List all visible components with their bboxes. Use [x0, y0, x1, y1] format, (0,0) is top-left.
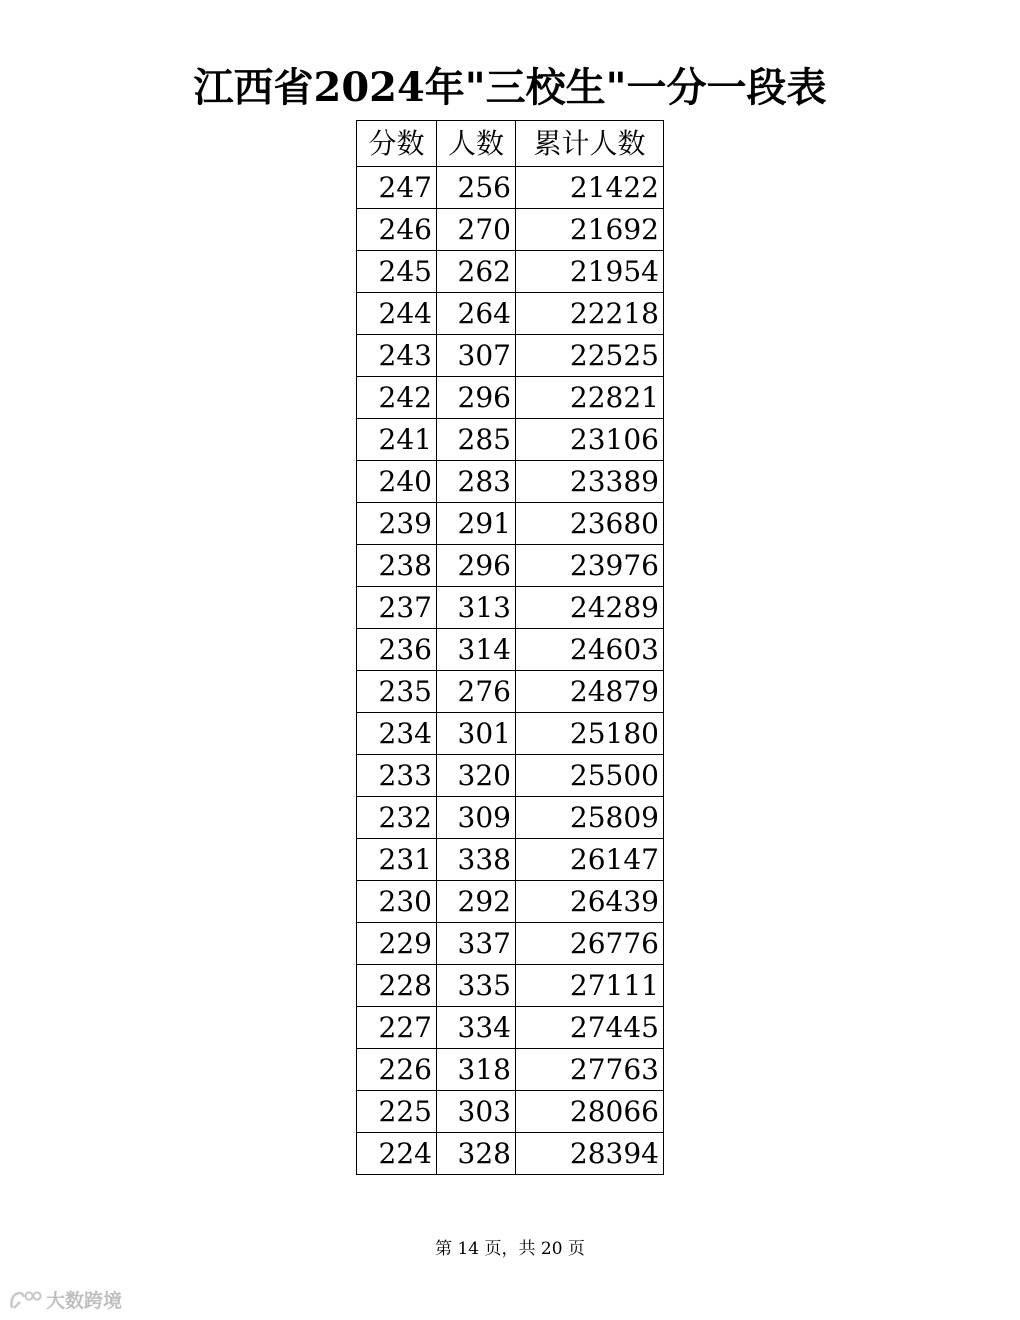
cell-count: 264: [437, 293, 516, 335]
table-row: [357, 1049, 664, 1091]
cell-cumulative: 28394: [516, 1133, 664, 1175]
cell-count: 318: [437, 1049, 516, 1091]
cell-score: 226: [357, 1049, 437, 1091]
cell-score: 242: [357, 377, 437, 419]
cell-cumulative: 28066: [516, 1091, 664, 1133]
table-row: [357, 839, 664, 881]
cell-count: 313: [437, 587, 516, 629]
table-header-row: [357, 121, 664, 167]
cell-count: 296: [437, 545, 516, 587]
cell-score: 224: [357, 1133, 437, 1175]
table-row: [357, 797, 664, 839]
table-row: [357, 587, 664, 629]
header-score: 分数: [357, 121, 437, 167]
cell-cumulative: 22821: [516, 377, 664, 419]
table-body: [357, 167, 664, 1175]
cell-count: 334: [437, 1007, 516, 1049]
cell-count: 309: [437, 797, 516, 839]
cell-cumulative: 27763: [516, 1049, 664, 1091]
cell-cumulative: 22218: [516, 293, 664, 335]
cell-cumulative: 23106: [516, 419, 664, 461]
cell-score: 234: [357, 713, 437, 755]
cell-cumulative: 21954: [516, 251, 664, 293]
cell-count: 276: [437, 671, 516, 713]
page-title: 江西省2024年"三校生"一分一段表: [193, 64, 827, 111]
table-row: [357, 629, 664, 671]
cell-cumulative: 24879: [516, 671, 664, 713]
table-row: [357, 1133, 664, 1175]
cell-score: 225: [357, 1091, 437, 1133]
cell-cumulative: 24603: [516, 629, 664, 671]
cell-cumulative: 23680: [516, 503, 664, 545]
score-distribution-table: [356, 120, 664, 1175]
cell-count: 296: [437, 377, 516, 419]
cell-count: 303: [437, 1091, 516, 1133]
cell-cumulative: 25500: [516, 755, 664, 797]
cell-score: 244: [357, 293, 437, 335]
cell-score: 237: [357, 587, 437, 629]
table-row: [357, 209, 664, 251]
table-row: [357, 335, 664, 377]
table-row: [357, 671, 664, 713]
cell-score: 241: [357, 419, 437, 461]
table-row: [357, 713, 664, 755]
watermark-logo-icon: [8, 1288, 42, 1312]
table-row: [357, 503, 664, 545]
table-row: [357, 965, 664, 1007]
cell-count: 292: [437, 881, 516, 923]
cell-score: 247: [357, 167, 437, 209]
table-row: [357, 377, 664, 419]
table-row: [357, 461, 664, 503]
cell-score: 233: [357, 755, 437, 797]
page-footer: 第 14 页，共 20 页: [435, 1239, 585, 1259]
cell-score: 227: [357, 1007, 437, 1049]
cell-cumulative: 21692: [516, 209, 664, 251]
cell-cumulative: 26439: [516, 881, 664, 923]
cell-count: 338: [437, 839, 516, 881]
cell-cumulative: 22525: [516, 335, 664, 377]
cell-count: 335: [437, 965, 516, 1007]
cell-score: 232: [357, 797, 437, 839]
cell-score: 246: [357, 209, 437, 251]
cell-count: 301: [437, 713, 516, 755]
table-row: [357, 755, 664, 797]
cell-cumulative: 23389: [516, 461, 664, 503]
cell-score: 230: [357, 881, 437, 923]
cell-score: 240: [357, 461, 437, 503]
cell-cumulative: 24289: [516, 587, 664, 629]
table-row: [357, 293, 664, 335]
cell-cumulative: 27111: [516, 965, 664, 1007]
header-cumulative: 累计人数: [516, 121, 664, 167]
cell-score: 245: [357, 251, 437, 293]
cell-count: 307: [437, 335, 516, 377]
cell-score: 236: [357, 629, 437, 671]
cell-cumulative: 26147: [516, 839, 664, 881]
cell-count: 328: [437, 1133, 516, 1175]
cell-cumulative: 25180: [516, 713, 664, 755]
watermark: [8, 1286, 122, 1313]
watermark-text: 大数跨境: [46, 1290, 123, 1312]
cell-count: 256: [437, 167, 516, 209]
cell-score: 228: [357, 965, 437, 1007]
cell-cumulative: 25809: [516, 797, 664, 839]
table-row: [357, 251, 664, 293]
table-row: [357, 419, 664, 461]
cell-cumulative: 27445: [516, 1007, 664, 1049]
cell-score: 238: [357, 545, 437, 587]
table-row: [357, 545, 664, 587]
table-row: [357, 1091, 664, 1133]
cell-score: 243: [357, 335, 437, 377]
table-row: [357, 881, 664, 923]
cell-score: 231: [357, 839, 437, 881]
table-row: [357, 1007, 664, 1049]
cell-score: 239: [357, 503, 437, 545]
cell-count: 285: [437, 419, 516, 461]
cell-cumulative: 26776: [516, 923, 664, 965]
cell-count: 262: [437, 251, 516, 293]
cell-cumulative: 23976: [516, 545, 664, 587]
table-row: [357, 167, 664, 209]
cell-count: 283: [437, 461, 516, 503]
cell-count: 314: [437, 629, 516, 671]
cell-score: 229: [357, 923, 437, 965]
cell-count: 320: [437, 755, 516, 797]
cell-count: 291: [437, 503, 516, 545]
cell-cumulative: 21422: [516, 167, 664, 209]
table-row: [357, 923, 664, 965]
header-count: 人数: [437, 121, 516, 167]
cell-count: 270: [437, 209, 516, 251]
cell-count: 337: [437, 923, 516, 965]
cell-score: 235: [357, 671, 437, 713]
